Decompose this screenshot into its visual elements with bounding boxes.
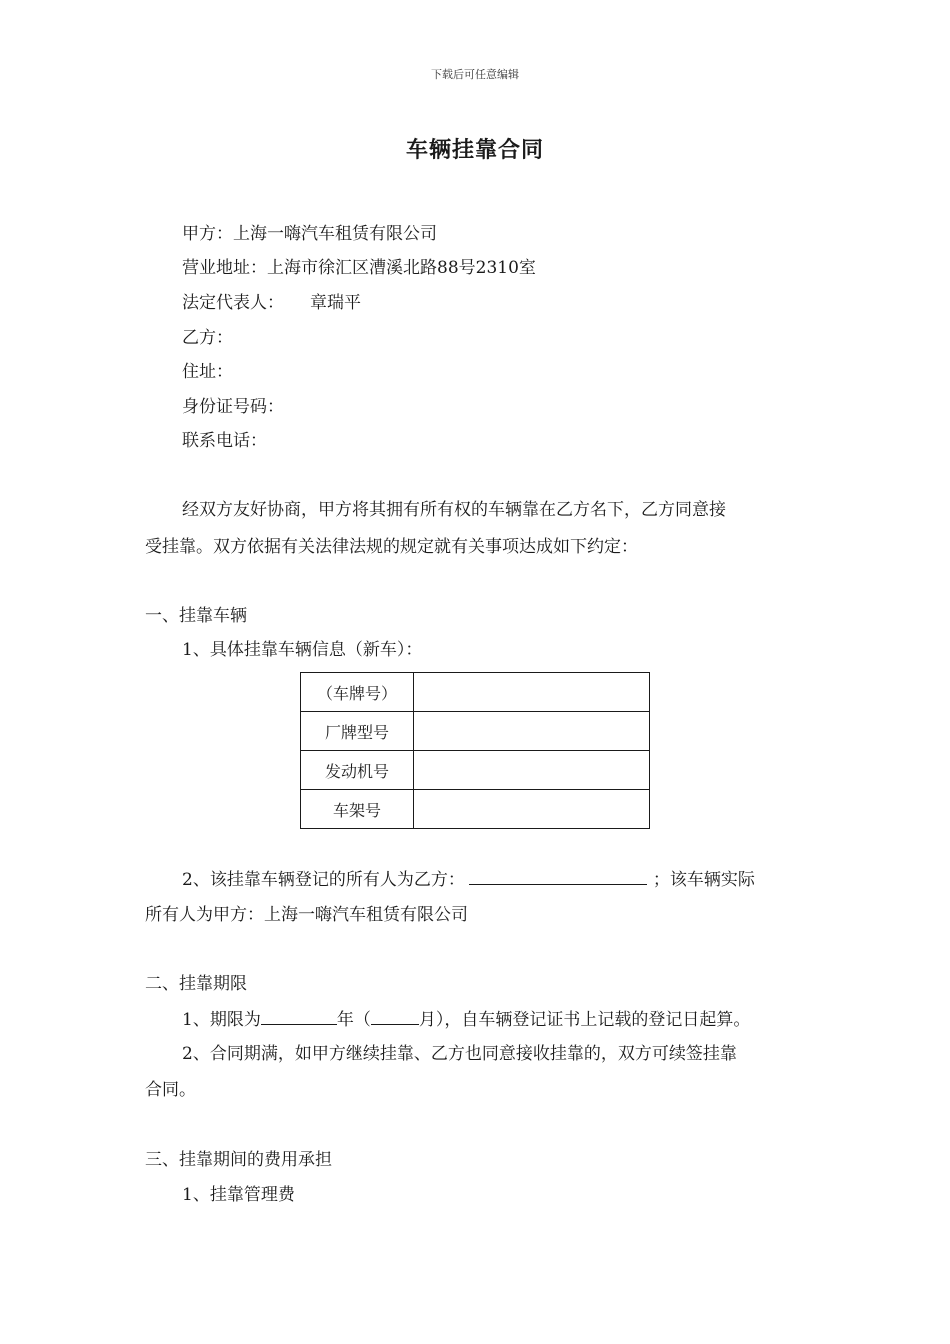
residence-line: 住址： — [182, 362, 233, 382]
vehicle-info-table — [300, 672, 650, 829]
term-prefix: 1、期限为 — [182, 1010, 261, 1030]
owner-clause-prefix: 2、该挂靠车辆登记的所有人为乙方： — [182, 870, 465, 890]
table-row — [301, 673, 650, 712]
brand-model-value[interactable] — [414, 712, 650, 751]
vin-value[interactable] — [414, 790, 650, 829]
table-row — [301, 751, 650, 790]
intro-paragraph-line-2: 受挂靠。双方依据有关法律法规的规定就有关事项达成如下约定： — [145, 537, 638, 557]
id-number-line: 身份证号码： — [182, 397, 284, 417]
table-row — [301, 790, 650, 829]
term-years-unit: 年（ — [336, 1010, 371, 1030]
legal-rep-label: 法定代表人： — [182, 293, 284, 313]
address-line: 营业地址：上海市徐汇区漕溪北路88号2310室 — [182, 258, 536, 278]
legal-rep-name: 章瑞平 — [310, 293, 361, 313]
section-3-heading: 三、挂靠期间的费用承担 — [145, 1150, 332, 1170]
section-1-heading: 一、挂靠车辆 — [145, 606, 247, 626]
party-b-line: 乙方： — [182, 328, 233, 348]
term-years-blank[interactable] — [261, 1008, 337, 1025]
vin-label: 车架号 — [301, 790, 414, 829]
term-suffix: 月），自车辆登记证书上记载的登记日起算。 — [418, 1010, 751, 1030]
section-1-item-1: 1、具体挂靠车辆信息（新车）： — [182, 640, 423, 660]
owner-clause-suffix: ；该车辆实际 — [652, 870, 755, 890]
section-3-item-1: 1、挂靠管理费 — [182, 1185, 295, 1205]
intro-paragraph-line-1: 经双方友好协商，甲方将其拥有所有权的车辆靠在乙方名下，乙方同意接 — [182, 500, 726, 520]
phone-line: 联系电话： — [182, 431, 267, 451]
plate-number-label: （车牌号） — [301, 673, 414, 712]
plate-number-value[interactable] — [414, 673, 650, 712]
party-a-line: 甲方：上海一嗨汽车租赁有限公司 — [182, 224, 437, 244]
section-2-item-2-line-2: 合同。 — [145, 1080, 196, 1100]
section-2-item-1 — [182, 1008, 750, 1031]
header-note: 下载后可任意编辑 — [431, 68, 519, 81]
engine-number-value[interactable] — [414, 751, 650, 790]
section-1-item-2-line-2: 所有人为甲方：上海一嗨汽车租赁有限公司 — [145, 905, 468, 925]
table-row — [301, 712, 650, 751]
brand-model-label: 厂牌型号 — [301, 712, 414, 751]
owner-blank-field[interactable] — [469, 868, 647, 885]
term-months-blank[interactable] — [371, 1008, 419, 1025]
engine-number-label: 发动机号 — [301, 751, 414, 790]
legal-rep-line — [182, 292, 361, 314]
section-2-heading: 二、挂靠期限 — [145, 974, 247, 994]
section-2-item-2-line-1: 2、合同期满，如甲方继续挂靠、乙方也同意接收挂靠的，双方可续签挂靠 — [182, 1044, 737, 1064]
section-1-item-2 — [182, 868, 755, 891]
document-title: 车辆挂靠合同 — [405, 138, 544, 163]
